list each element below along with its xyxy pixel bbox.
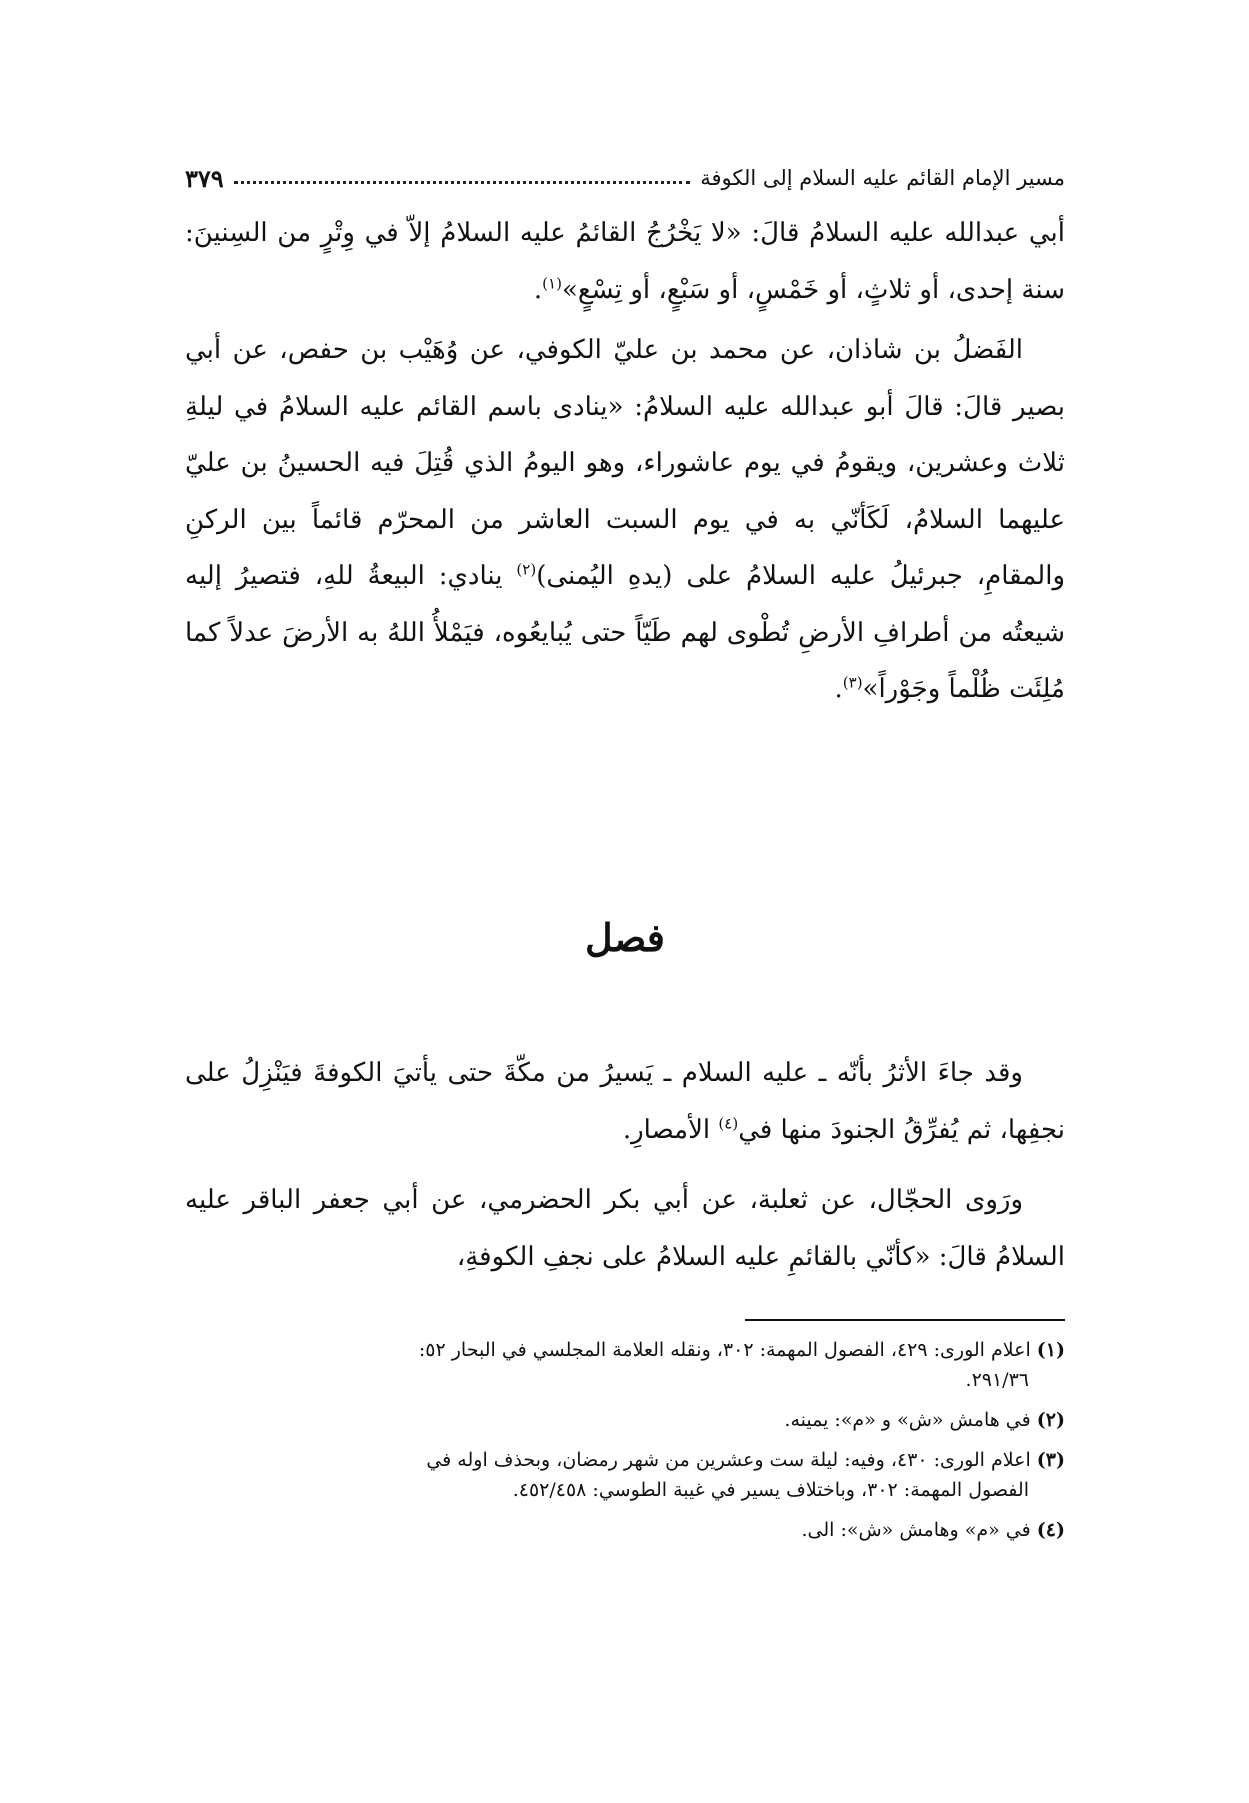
footnote-2-number: (٢)	[1036, 1409, 1065, 1431]
footnote-divider	[745, 1319, 1065, 1321]
footnote-1-number: (١)	[1036, 1339, 1065, 1361]
paragraph-3	[185, 1045, 1065, 1158]
footnote-3	[185, 1445, 1065, 1505]
paragraph-2: الفَضلُ بن شاذان، عن محمد بن عليّ الكوفي، عن وُهَيْب بن حفص، عن أبي بصير قالَ: قالَ أبو عبدالله عليه السلامُ: «ينادى باسم القائم عليه السلامُ في ليلةِ ثلاث وعشرين، ويقومُ في يوم عاشوراء، وهو اليومُ الذي قُتِلَ فيه الحسينُ بن عليّ عليهما السلامُ، لَكَأنّي به في يوم السبت العاشر من المحرّم قائماً بين الركنِ والمقامِ، جبرئيلُ عليه السلامُ على (يدهِ اليُمنى)$^{(٢)}$ ينادي: البيعةُ للهِ، فتصيرُ إليه شيعتُه من أطرافِ الأرضِ تُطْوى لهم طَيّاً حتى يُبايعُوه، فيَمْلأُ اللهُ به الأرضَ عدلاً كما مُلِئَت ظُلْماً وجَوْراً»$^{(٣)}$.	[185, 335, 1066, 704]
paragraph-4: ورَوى الحجّال، عن ثعلبة، عن أبي بكر الحضرمي، عن أبي جعفر الباقر عليه السلامُ قالَ: «كأنّي بالقائمِ عليه السلامُ على نجفِ الكوفةِ،	[185, 1185, 1065, 1272]
footnote-ref-1: (١)	[542, 273, 562, 292]
dot-leader	[234, 181, 691, 184]
footnote-3-line-1: اعلام الورى: ٤٣٠، وفيه: ليلة ست وعشرين من شهر رمضان، وبحذف اوله في	[426, 1449, 1031, 1471]
footnote-3-line-2: الفصول المهمة: ٣٠٢، وباختلاف يسير في غيبة الطوسي: ٤٥٢/٤٥٨.	[512, 1479, 1029, 1501]
paragraph-2-text-b: ينادي: البيعةُ للهِ، فتصيرُ إليه شيعتُه من أطرافِ الأرضِ تُطْوى لهم طَيّاً حتى يُبايعُوه، فيَمْلأُ اللهُ به الأرضَ عدلاً كما مُلِئَت ظُلْماً وجَوْراً»	[185, 561, 1065, 704]
paragraph-3-text-b: الأمصارِ.	[622, 1114, 719, 1145]
section-heading: فصل	[585, 915, 665, 960]
footnote-4-text: في «م» وهامش «ش»: الى.	[801, 1519, 1031, 1541]
footnote-1-line-2: ٢٩١/٣٦.	[965, 1369, 1029, 1391]
footnote-ref-3: (٣)	[842, 673, 863, 692]
footnote-4	[185, 1515, 1065, 1545]
running-header	[185, 160, 1065, 196]
footnote-2-text: في هامش «ش» و «م»: يمينه.	[784, 1409, 1031, 1431]
footnote-4-number: (٤)	[1036, 1519, 1065, 1541]
running-title: مسير الإمام القائم عليه السلام إلى الكوفة	[700, 166, 1065, 190]
paragraph-1-text: أبي عبدالله عليه السلامُ قالَ: «لا يَخْرُجُ القائمُ عليه السلامُ إلاّ في وِتْرٍ من السِنينَ: سنة إحدى، أو ثلاثٍ، أو خَمْسٍ، أو سَبْعٍ، أو تِسْعٍ»	[185, 218, 1065, 305]
main-text	[185, 205, 1065, 718]
footnote-ref-2: (٢)	[516, 560, 537, 579]
paragraph-2-text-a: الفَضلُ بن شاذان، عن محمد بن عليّ الكوفي، عن وُهَيْب بن حفص، عن أبي بصير قالَ: قالَ أبو عبدالله عليه السلامُ: «ينادى باسم القائم عليه السلامُ في ليلةِ ثلاث وعشرين، ويقومُ في يوم عاشوراء، وهو اليومُ الذي قُتِلَ فيه الحسينُ بن عليّ عليهما السلامُ، لَكَأنّي به في يوم السبت العاشر من المحرّم قائماً بين الركنِ والمقامِ، جبرئيلُ عليه السلامُ على (يدهِ اليُمنى)	[185, 335, 1066, 591]
main-text-continued	[185, 1045, 1065, 1285]
footnote-1	[185, 1335, 1065, 1395]
paragraph-1: أبي عبدالله عليه السلامُ قالَ: «لا يَخْرُجُ القائمُ عليه السلامُ إلاّ في وِتْرٍ من السِنينَ: سنة إحدى، أو ثلاثٍ، أو خَمْسٍ، أو سَبْعٍ، أو تِسْعٍ»$^{(١)}$.	[185, 218, 1065, 305]
footnote-3-number: (٣)	[1036, 1449, 1065, 1471]
footnote-1-line-1: اعلام الورى: ٤٢٩، الفصول المهمة: ٣٠٢، ونقله العلامة المجلسي في البحار ٥٢:	[418, 1339, 1031, 1361]
paragraph-3-text-a: وقد جاءَ الأثرُ بأنّه ـ عليه السلام ـ يَسيرُ من مكّةَ حتى يأتيَ الكوفةَ فيَنْزِلُ على نجفِها، ثم يُفرِّقُ الجنودَ منها في	[185, 1058, 1065, 1145]
footnote-ref-4: (٤)	[718, 1113, 739, 1132]
footnotes	[185, 1335, 1065, 1555]
footnote-2	[185, 1405, 1065, 1435]
page-number: ٣٧٩	[185, 163, 224, 193]
